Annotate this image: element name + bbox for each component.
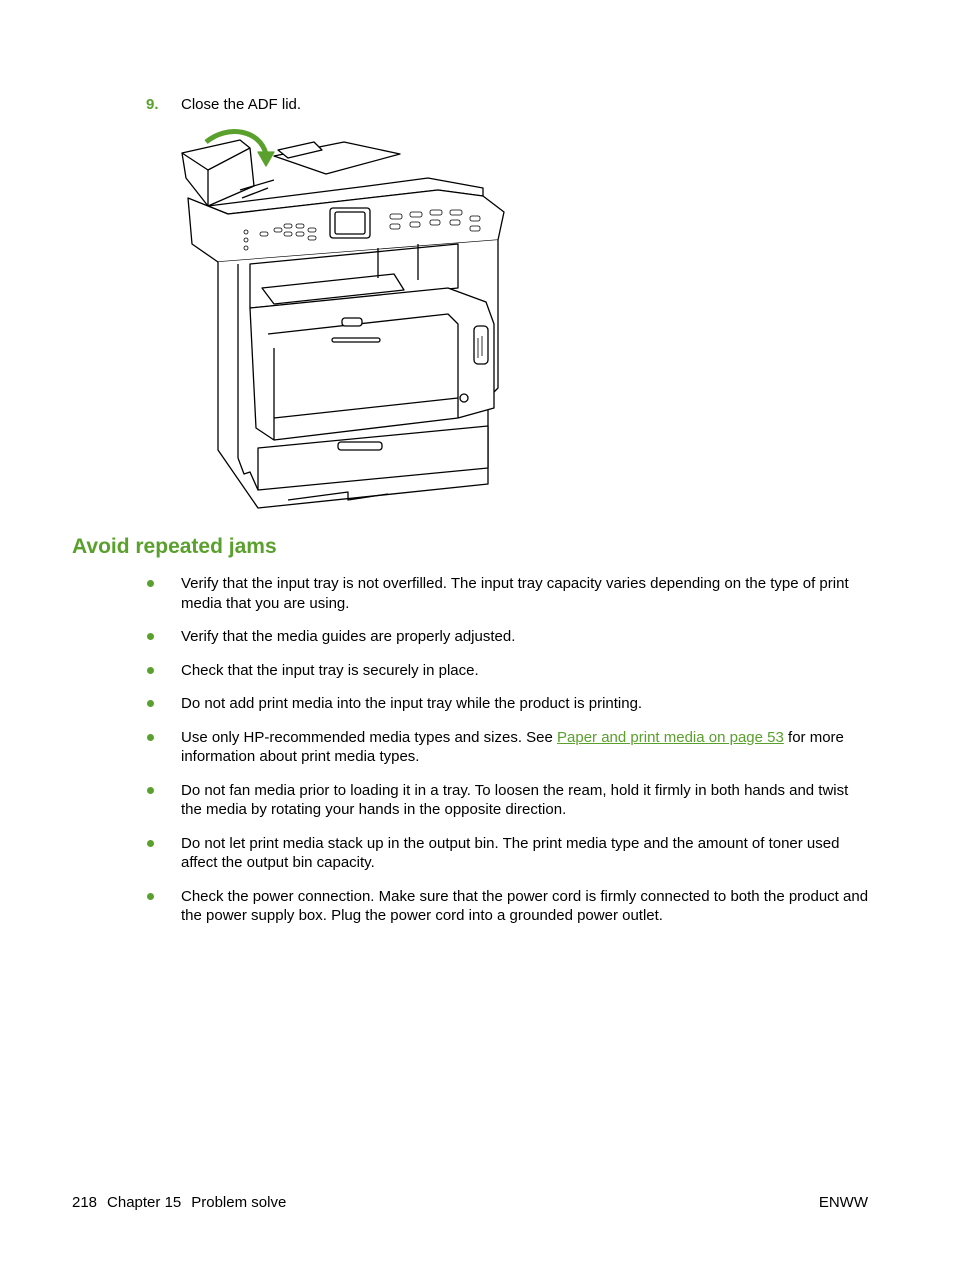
bullet-text-before: Use only HP-recommended media types and sizes. See [181, 728, 558, 746]
bullet-text: Check that the input tray is securely in place. [181, 661, 479, 679]
list-item [0, 627, 954, 647]
footer-left [72, 1194, 286, 1211]
bullet-icon [147, 787, 154, 794]
footer-section: Problem solve [191, 1194, 287, 1211]
list-item [0, 781, 954, 820]
section-heading: Avoid repeated jams [72, 535, 277, 558]
footer-right: ENWW [818, 1194, 868, 1211]
list-item [0, 834, 954, 873]
step-text: Close the ADF lid. [181, 96, 302, 113]
bullet-text: Check the power connection. Make sure that the power cord is firmly connected to both the product and the power supply box. Plug the power cord into a grounded power outlet. [181, 887, 869, 924]
step-number: 9. [146, 96, 159, 113]
bullet-list [0, 574, 954, 940]
tray-handle [338, 442, 382, 450]
bullet-icon [147, 734, 154, 741]
bullet-text: Do not let print media stack up in the output bin. The print media type and the amount of toner used affect the output bin capacity. [181, 834, 840, 871]
bullet-text-after: for more information about print media types. [181, 728, 844, 765]
paper-media-link[interactable]: Paper and print media on page 53 [557, 728, 784, 746]
side-ports [474, 326, 488, 364]
bullet-icon [147, 840, 154, 847]
list-item [0, 574, 954, 613]
list-item [0, 728, 954, 767]
bullet-text: Verify that the media guides are properly adjusted. [181, 628, 516, 645]
list-item [0, 661, 954, 681]
footer-chapter: Chapter 15 [107, 1194, 182, 1211]
bullet-icon [147, 667, 154, 674]
bullet-text: Do not fan media prior to loading it in a tray. To loosen the ream, hold it firmly in both hands and twist the media by rotating your hands in the opposite direction. [181, 781, 849, 818]
bullet-text: Do not add print media into the input tray while the product is printing. [181, 695, 643, 712]
page-footer [72, 1194, 868, 1211]
adf-lid [182, 140, 254, 206]
bullet-icon [147, 580, 154, 587]
power-button-icon [460, 394, 468, 402]
bullet-text: Verify that the input tray is not overfilled. The input tray capacity varies depending on the type of print media that you are using. [181, 575, 849, 612]
bullet-text [181, 728, 871, 767]
bullet-icon [147, 893, 154, 900]
door-latch [342, 318, 362, 326]
page-number: 218 [72, 1194, 98, 1211]
list-item [0, 887, 954, 926]
bullet-icon [147, 700, 154, 707]
list-item [0, 694, 954, 714]
printer-adf-illustration [178, 128, 508, 513]
bullet-icon [147, 633, 154, 640]
